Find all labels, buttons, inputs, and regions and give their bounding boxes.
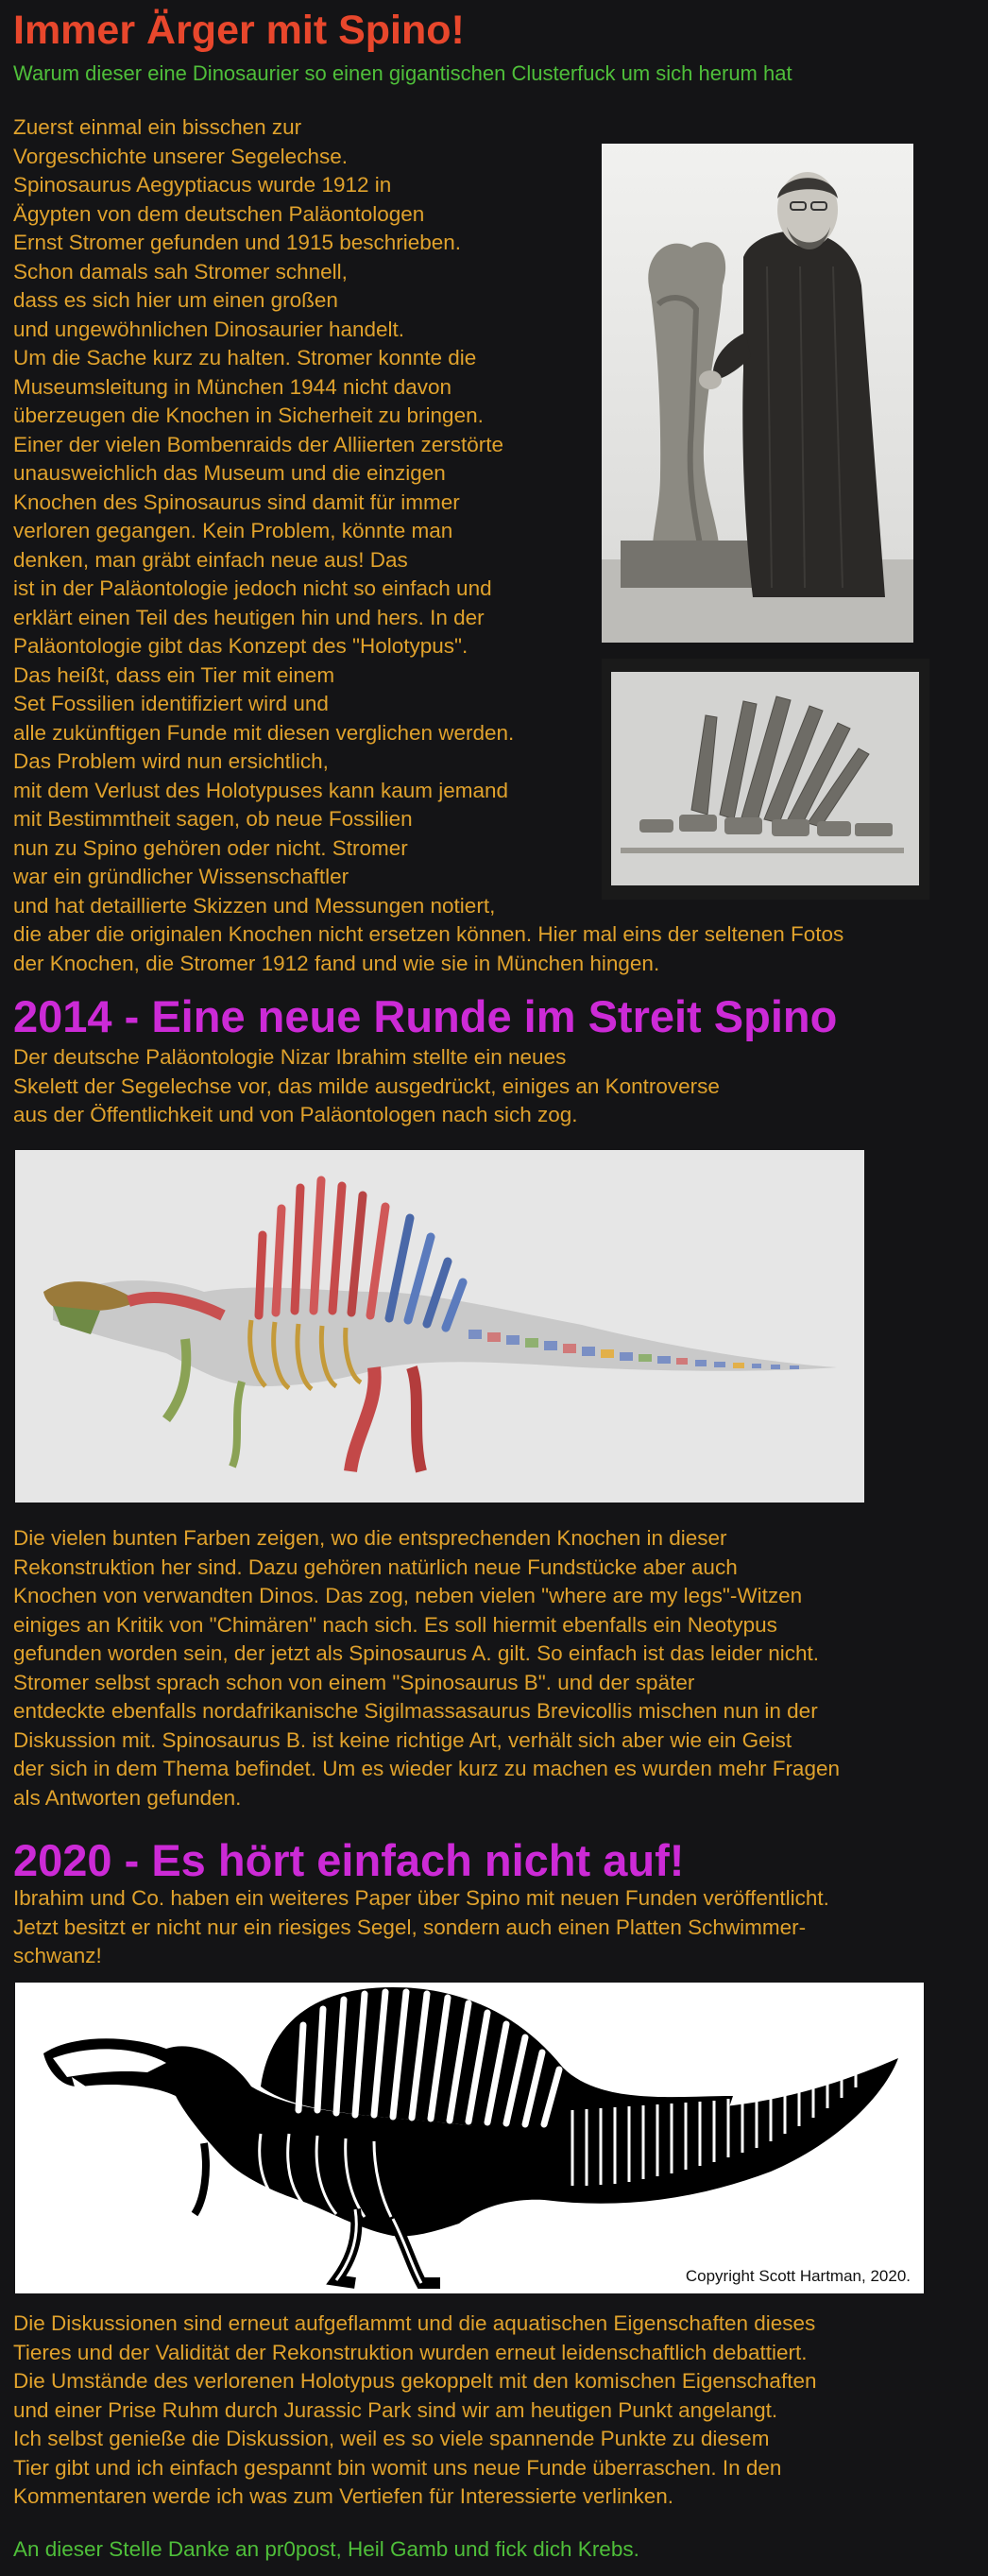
text-line: verloren gegangen. Kein Problem, könnte man bbox=[13, 519, 453, 542]
text-line: entdeckte ebenfalls nordafrikanische Sigilmassasaurus Brevicollis mischen nun in der bbox=[13, 1699, 818, 1723]
text-line: Schon damals sah Stromer schnell, bbox=[13, 259, 348, 283]
text-line: unausweichlich das Museum und die einzigen bbox=[13, 461, 446, 485]
text-line: Museumsleitung in München 1944 nicht davon bbox=[13, 374, 452, 399]
text-line: nun zu Spino gehören oder nicht. Stromer bbox=[13, 835, 408, 860]
text-line: Knochen des Spinosaurus sind damit für immer bbox=[13, 489, 460, 514]
text-line: Kommentaren werde ich was zum Vertiefen für Interessierte verlinken. bbox=[13, 2484, 674, 2508]
text-line: schwanz! bbox=[13, 1944, 102, 1967]
text-line: Das heißt, dass ein Tier mit einem bbox=[13, 662, 335, 687]
text-line: Vorgeschichte unserer Segelechse. bbox=[13, 144, 348, 168]
text-line: Ibrahim und Co. haben ein weiteres Paper über Spino mit neuen Funden veröffentlicht. bbox=[13, 1886, 829, 1910]
text-line: Jetzt besitzt er nicht nur ein riesiges Segel, sondern auch einen Platten Schwimmer- bbox=[13, 1915, 807, 1939]
text-line: ist in der Paläontologie jedoch nicht so einfach und bbox=[13, 576, 492, 600]
text-line: Die vielen bunten Farben zeigen, wo die entsprechenden Knochen in dieser bbox=[13, 1526, 727, 1550]
text-line: Rekonstruktion her sind. Dazu gehören natürlich neue Fundstücke aber auch bbox=[13, 1554, 738, 1579]
spinosaurus-2020-skeleton bbox=[15, 1983, 924, 2293]
text-line: als Antworten gefunden. bbox=[13, 1785, 242, 1810]
section-heading-2014: 2014 - Eine neue Runde im Streit Spino bbox=[13, 991, 838, 1041]
text-line: und ungewöhnlichen Dinosaurier handelt. bbox=[13, 317, 405, 341]
text-line: Stromer selbst sprach schon von einem "Spinosaurus B". und der später bbox=[13, 1670, 695, 1694]
text-line: einiges an Kritik von "Chimären" nach sich. Es soll hiermit ebenfalls ein Neotypus bbox=[13, 1612, 777, 1637]
text-line: Paläontologie gibt das Konzept des "Holotypus". bbox=[13, 634, 468, 658]
text-line: Ägypten von dem deutschen Paläontologen bbox=[13, 201, 425, 226]
text-line: Das Problem wird nun ersichtlich, bbox=[13, 749, 329, 773]
text-line: der Knochen, die Stromer 1912 fand und wie sie in München hingen. bbox=[13, 951, 660, 975]
text-line: Tier gibt und ich einfach gespannt bin womit uns neue Funde überraschen. In den bbox=[13, 2455, 782, 2480]
text-line: Um die Sache kurz zu halten. Stromer konnte die bbox=[13, 346, 477, 369]
text-line: mit Bestimmtheit sagen, ob neue Fossilien bbox=[13, 807, 413, 831]
text-line: Set Fossilien identifiziert wird und bbox=[13, 692, 329, 715]
text-line: alle zukünftigen Funde mit diesen verglichen werden. bbox=[13, 720, 515, 745]
text-line: Die Umstände des verlorenen Holotypus gekoppelt mit den komischen Eigenschaften bbox=[13, 2369, 817, 2393]
text-line: und einer Prise Ruhm durch Jurassic Park sind wir am heutigen Punkt angelangt. bbox=[13, 2397, 778, 2422]
text-line: Skelett der Segelechse vor, das milde ausgedrückt, einiges an Kontroverse bbox=[13, 1073, 720, 1098]
text-line: mit dem Verlust des Holotypuses kann kaum jemand bbox=[13, 778, 509, 802]
text-line: Ernst Stromer gefunden und 1915 beschrieben. bbox=[13, 231, 462, 254]
section-2014-body bbox=[13, 1524, 840, 1812]
section-heading-2020: 2020 - Es hört einfach nicht auf! bbox=[13, 1835, 685, 1885]
image-copyright: Copyright Scott Hartman, 2020. bbox=[685, 2267, 911, 2285]
spine-bones-photo bbox=[602, 659, 929, 900]
text-line: denken, man gräbt einfach neue aus! Das bbox=[13, 547, 408, 572]
section-2020-body bbox=[13, 2310, 816, 2512]
text-line: Zuerst einmal ein bisschen zur bbox=[13, 115, 302, 139]
text-line: und hat detaillierte Skizzen und Messungen notiert, bbox=[13, 893, 496, 918]
text-line: Einer der vielen Bombenraids der Alliierten zerstörte bbox=[13, 432, 504, 456]
page-subtitle: Warum dieser eine Dinosaurier so einen gigantischen Clusterfuck um sich herum hat bbox=[13, 61, 792, 85]
text-line: überzeugen die Knochen in Sicherheit zu bringen. bbox=[13, 404, 484, 427]
text-line: Knochen von verwandten Dinos. Das zog, neben vielen "where are my legs"-Witzen bbox=[13, 1584, 803, 1607]
text-line: Spinosaurus Aegyptiacus wurde 1912 in bbox=[13, 173, 392, 197]
page-title: Immer Ärger mit Spino! bbox=[13, 8, 465, 53]
text-line: Die Diskussionen sind erneut aufgeflammt und die aquatischen Eigenschaften dieses bbox=[13, 2311, 816, 2335]
stromer-portrait-photo bbox=[602, 144, 913, 643]
text-line: der sich in dem Thema befindet. Um es wieder kurz zu machen es wurden mehr Fragen bbox=[13, 1757, 840, 1780]
section-2014-intro bbox=[13, 1043, 720, 1130]
text-line: dass es sich hier um einen großen bbox=[13, 288, 338, 312]
text-line: die aber die originalen Knochen nicht ersetzen können. Hier mal eins der seltenen Fotos bbox=[13, 922, 844, 946]
text-line: gefunden worden sein, der jetzt als Spinosaurus A. gilt. So einfach ist das leider nicht. bbox=[13, 1641, 820, 1665]
text-line: Ich selbst genieße die Diskussion, weil es so viele spannende Punkte zu diesem bbox=[13, 2427, 770, 2450]
text-line: Diskussion mit. Spinosaurus B. ist keine richtige Art, verhält sich aber wie ein Geist bbox=[13, 1727, 792, 1752]
text-line: Der deutsche Paläontologie Nizar Ibrahim stellte ein neues bbox=[13, 1045, 567, 1069]
text-line: Tieres und der Validität der Rekonstruktion wurden erneut leidenschaftlich debattiert. bbox=[13, 2340, 808, 2364]
text-line: erklärt einen Teil des heutigen hin und hers. In der bbox=[13, 605, 485, 629]
footer-thanks: An dieser Stelle Danke an pr0post, Heil Gamb und fick dich Krebs. bbox=[13, 2537, 639, 2561]
text-line: aus der Öffentlichkeit und von Paläontologen nach sich zog. bbox=[13, 1103, 578, 1126]
spinosaurus-2014-skeleton bbox=[15, 1150, 864, 1503]
section-2020-intro bbox=[13, 1884, 829, 1971]
text-line: war ein gründlicher Wissenschaftler bbox=[13, 865, 349, 888]
